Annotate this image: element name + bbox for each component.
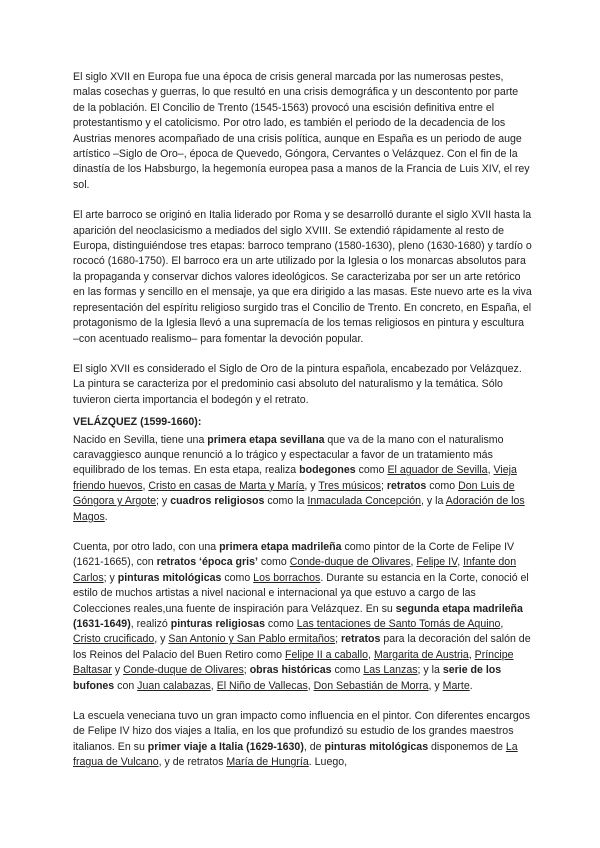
bold-term: primer viaje a Italia (1629-1630) <box>147 740 304 753</box>
bold-term: pinturas mitológicas <box>324 740 429 753</box>
text-run: , <box>210 679 217 692</box>
artwork-link[interactable]: La fragua de Vulcano <box>73 740 518 769</box>
artwork-link[interactable]: El Niño de Vallecas <box>216 679 308 692</box>
artwork-link[interactable]: Felipe IV <box>416 556 458 569</box>
text-run: , <box>142 479 149 492</box>
text-run: Nacido en Sevilla, tiene una <box>73 433 208 446</box>
bold-term: segunda etapa madrileña (1631-1649) <box>73 602 523 630</box>
artwork-link[interactable]: Inmaculada Concepción <box>307 495 422 508</box>
artwork-link[interactable]: Marte <box>442 679 470 692</box>
bold-term: retratos <box>386 479 427 492</box>
bold-term: pinturas mitológicas <box>117 571 222 584</box>
text-run: como la <box>264 495 308 508</box>
artwork-link[interactable]: Don Luis de Góngora y Argote <box>73 479 515 508</box>
artwork-link[interactable]: María de Hungría <box>226 756 309 769</box>
text-run: . <box>469 679 473 692</box>
text-run: , y <box>428 679 443 692</box>
text-run: con <box>114 679 138 692</box>
text-run: para la decoración del salón de los Reinos del Palacio del Buen Retiro como <box>73 633 531 661</box>
text-run: , <box>468 648 475 661</box>
text-run: , <box>457 556 464 569</box>
bold-term: pinturas religiosas <box>170 618 265 630</box>
text-run: ; <box>243 664 250 677</box>
artwork-link[interactable]: Juan calabazas <box>137 679 211 692</box>
text-run: . Luego, <box>308 756 348 769</box>
bold-term: primera etapa sevillana <box>207 433 325 446</box>
text-run: , <box>487 464 494 477</box>
artwork-link[interactable]: Cristo en casas de Marta y María <box>148 479 305 492</box>
text-run: como <box>221 571 254 584</box>
text-run: que va de la mano con el naturalismo caravaggiesco aunque renunció a lo trágico y espectacular a favor de un tratamiento más equilibrado de los temas. En esta etapa, realiza <box>73 433 504 477</box>
text-run: , y la <box>421 495 446 508</box>
bold-term: obras históricas <box>249 664 332 677</box>
artwork-link[interactable]: Conde-duque de Olivares <box>289 556 411 569</box>
bold-term: cuadros religiosos <box>170 495 265 508</box>
artwork-link[interactable]: Cristo crucificado <box>73 633 155 646</box>
artwork-link[interactable]: Margarita de Austria <box>373 648 469 661</box>
text-run: , <box>500 618 504 630</box>
artwork-link[interactable]: Conde-duque de Olivares <box>123 664 244 677</box>
text-run: ; y la <box>417 664 443 677</box>
artwork-link[interactable]: Vieja friendo huevos <box>73 464 517 492</box>
artwork-link[interactable]: Príncipe Baltasar <box>73 648 514 677</box>
baroque-paragraph: El arte barroco se originó en Italia liderado por Roma y se desarrolló durante el siglo XVII hasta la aparición del neoclasicismo a mediados del siglo XVIII. Se extendió rápidamente al resto de Europa, distinguiéndose tres etapas: barroco temprano (1580-1630), pleno (1630-1680) y tardío o rococó (1680-1750). El barroco era un arte utilizado por la Iglesia o los monarcas absolutos para la propaganda y conservar dichos valores ideológicos. Se caracterizaba por ser un arte retórico en las formas y sencillo en el mensaje, ya que era dirigido a las masas. Este nuevo arte es la viva representación del espíritu religioso surgido tras el Concilio de Trento. En concreto, en España, el protagonismo de la Iglesia llevó a una supremacía de los temas religiosos en pintura y escultura –con acentuado realismo– para fomentar la devoción popular. <box>73 209 532 345</box>
text-run: , <box>368 648 374 661</box>
golden-age-paragraph: El siglo XVII es considerado el Siglo de Oro de la pintura española, encabezado por Velázquez. La pintura se caracteriza por el predominio casi absoluto del naturalismo y la temática. Sólo tuvieron cierta importancia el bodegón y el retrato. <box>73 362 522 406</box>
bold-term: serie de los bufones <box>73 664 502 692</box>
text-run: La escuela veneciana tuvo un gran impacto como influencia en el pintor. Con diferentes encargos de Felipe IV hizo dos viajes a Italia, en los que profundizó su estudio de los grandes maestros italianos. En su <box>73 710 530 753</box>
text-run: , <box>307 679 314 692</box>
artwork-link[interactable]: Infante don Carlos <box>73 556 517 584</box>
text-run: como <box>257 556 290 569</box>
text-run: , y de retratos <box>158 756 227 769</box>
bold-term: primera etapa madrileña <box>219 540 342 553</box>
artwork-link[interactable]: Adoración de los Magos <box>73 495 525 523</box>
sevilla-stage-paragraph <box>73 433 532 525</box>
italy-travel-paragraph <box>73 709 532 771</box>
text-run: como <box>264 618 297 630</box>
bold-term: bodegones <box>299 464 356 477</box>
text-run: como <box>355 464 388 477</box>
text-run: y <box>111 664 124 677</box>
text-run: Cuenta, por otro lado, con una <box>73 540 220 553</box>
artwork-link[interactable]: San Antonio y San Pablo ermitaños <box>168 633 336 646</box>
text-run: disponemos de <box>428 740 506 753</box>
madrid-stage-paragraph <box>73 540 532 694</box>
text-run: . Durante su estancia en la Corte, conoció el estilo de muchos artistas a nivel nacional e internacional ya que estuvo a cargo de las Colecciones reales,una fuente de inspiración para Velázquez. En su <box>73 571 529 615</box>
text-run: , de <box>303 740 325 753</box>
text-run: ; y <box>156 495 171 508</box>
text-run: ; <box>380 479 387 492</box>
text-run: , y <box>304 479 319 492</box>
intro-paragraph: El siglo XVII en Europa fue una época de crisis general marcada por las numerosas pestes, malas cosechas y guerras, lo que resultó en una crisis demográfica y un descontento por parte de la población. El Concilio de Trento (1545-1563) provocó una escisión definitiva entre el protestantismo y el catolicismo. Por otro lado, es también el periodo de la decadencia de los Austrias menores acompañado de una crisis política, aunque en España es un periodo de auge artístico –Siglo de Oro–, época de Quevedo, Góngora, Cervantes o Velázquez. Con el fin de la dinastía de los Habsburgo, la hegemonía europea pasa a manos de la Francia de Luis XIV, el rey sol. <box>73 71 530 191</box>
bold-term: retratos <box>340 633 381 646</box>
text-run: como <box>331 664 364 677</box>
text-run: como pintor de la Corte de Felipe IV (1621-1665), con <box>73 540 515 569</box>
artwork-link[interactable]: Felipe II a caballo <box>285 648 369 661</box>
artwork-link[interactable]: El aguador de Sevilla <box>387 464 488 477</box>
section-heading: VELÁZQUEZ (1599-1660): <box>73 416 202 429</box>
artwork-link[interactable]: Las Lanzas <box>363 664 418 677</box>
text-run: ; y <box>103 571 118 584</box>
artwork-link[interactable]: Don Sebastián de Morra <box>313 679 429 692</box>
artwork-link[interactable]: Tres músicos <box>318 479 381 492</box>
text-run: como <box>426 479 459 492</box>
text-run: , y <box>154 633 169 646</box>
text-run: ; <box>335 633 341 646</box>
artwork-link[interactable]: Las tentaciones de Santo Tomás de Aquino <box>296 618 501 630</box>
text-run: . <box>104 510 108 523</box>
artwork-link[interactable]: Los borrachos <box>253 571 321 584</box>
text-run: , realizó <box>130 618 171 630</box>
bold-term: retratos ‘época gris’ <box>156 556 258 569</box>
text-run: , <box>410 556 417 569</box>
